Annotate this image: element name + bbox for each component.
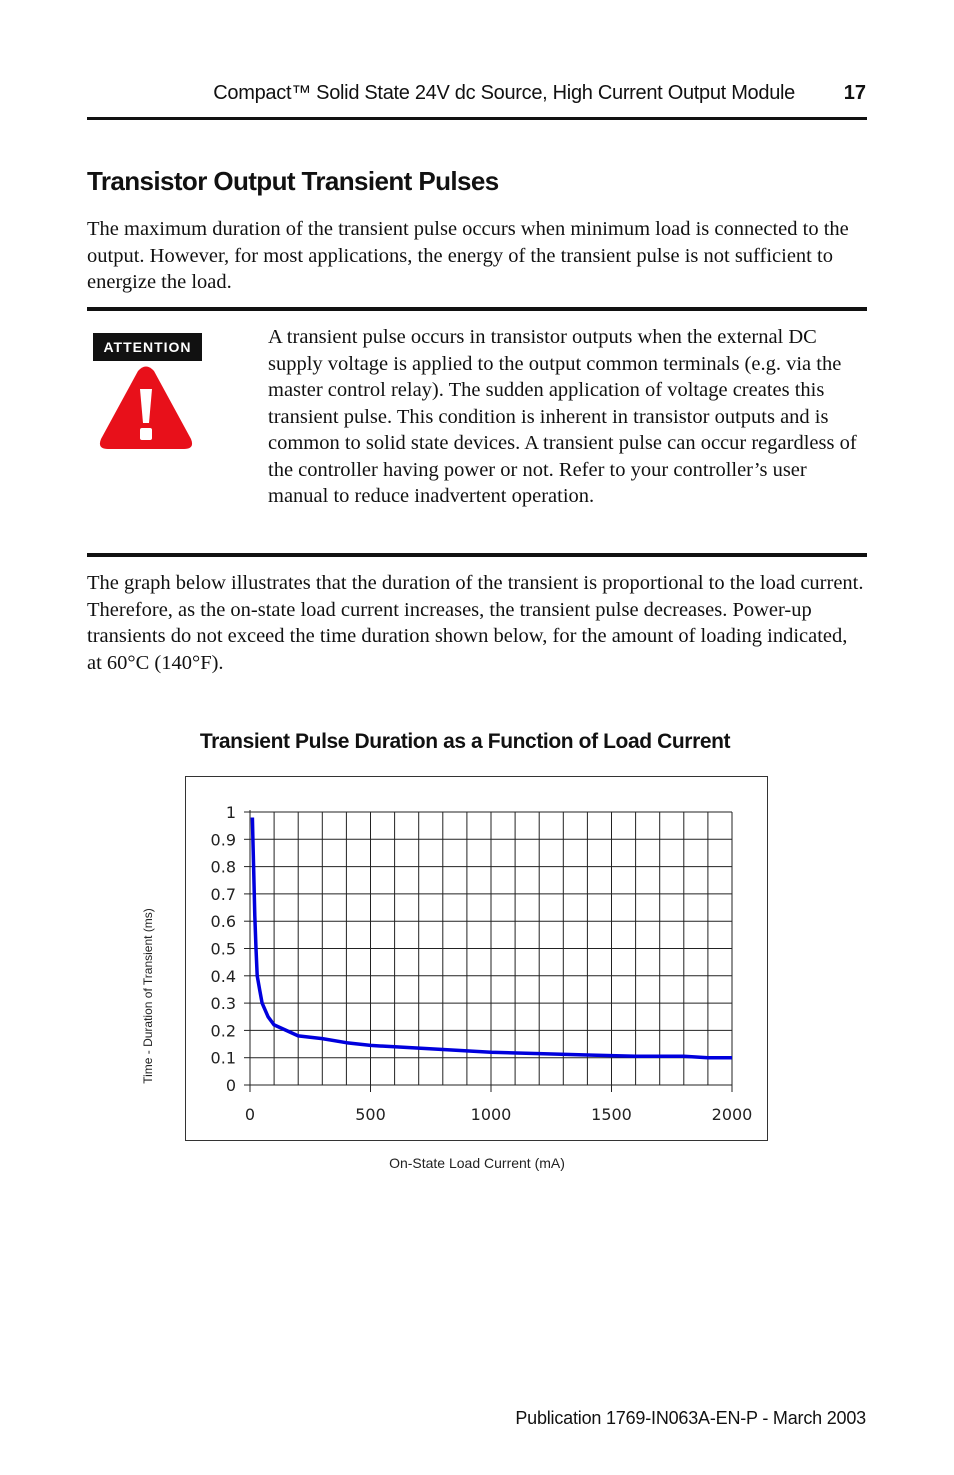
y-tick-label: 0.1 — [210, 1048, 236, 1068]
y-tick-labels — [211, 803, 236, 1095]
x-tick-label: 0 — [244, 1105, 256, 1124]
x-tick-label: 500 — [355, 1105, 386, 1124]
x-tick-label: 2000 — [711, 1105, 753, 1124]
y-tick-label: 0.6 — [210, 912, 236, 932]
x-tick-label: 1000 — [470, 1105, 512, 1124]
y-tick-label: 0.3 — [210, 994, 236, 1014]
attention-text: A transient pulse occurs in transistor outputs when the external DC supply voltage is applied to the output common terminals (e.g. via the master control relay). The sudden application of voltage creates this transient pulse. This condition is inherent in transistor outputs and is common to solid state devices. A transient pulse can occur regardless of the controller having power or not. Refer to your controller’s user manual to reduce inadvertent operation. — [268, 326, 857, 507]
chart-grid — [250, 812, 732, 1085]
y-tick-label: 0.5 — [210, 939, 236, 959]
intro-paragraph: The maximum duration of the transient pulse occurs when minimum load is connected to the output. However, for most applications, the energy of the transient pulse is not sufficient to energize the load. — [87, 218, 849, 293]
chart-title: Transient Pulse Duration as a Function of Load Current — [199, 730, 731, 753]
header-rule — [87, 117, 867, 120]
y-tick-label: 0.4 — [210, 966, 236, 986]
publication-footer: Publication 1769-IN063A-EN-P - March 2003 — [515, 1408, 866, 1428]
chart-frame — [186, 777, 768, 1141]
x-tick-label: 1500 — [591, 1105, 632, 1124]
graph-intro-paragraph: The graph below illustrates that the duration of the transient is proportional to the load current. Therefore, as the on-state load current increases, the transient pulse decreases. Power-up transients do not exceed the time duration shown below, for the amount of loading indicated, at 60°C (140°F). — [87, 572, 864, 674]
warning-exclamation-icon — [98, 365, 194, 453]
y-tick-label: 1 — [225, 803, 236, 822]
attention-bottom-rule — [87, 553, 867, 557]
attention-badge: ATTENTION — [93, 333, 202, 361]
attention-top-rule — [87, 307, 867, 311]
y-tick-label: 0.9 — [210, 830, 236, 850]
y-axis-label: Time - Duration of Transient (ms) — [141, 908, 155, 1084]
x-axis-label: On-State Load Current (mA) — [389, 1155, 565, 1171]
y-tick-label: 0.2 — [210, 1021, 236, 1041]
section-heading: Transistor Output Transient Pulses — [87, 166, 499, 196]
running-header-title: Compact™ Solid State 24V dc Source, High Current Output Module — [213, 82, 795, 104]
y-tick-label: 0.8 — [210, 857, 236, 877]
transient-pulse-chart — [130, 770, 830, 1190]
y-tick-label: 0 — [225, 1076, 236, 1095]
page-number: 17 — [843, 82, 866, 104]
y-tick-label: 0.7 — [210, 884, 236, 904]
